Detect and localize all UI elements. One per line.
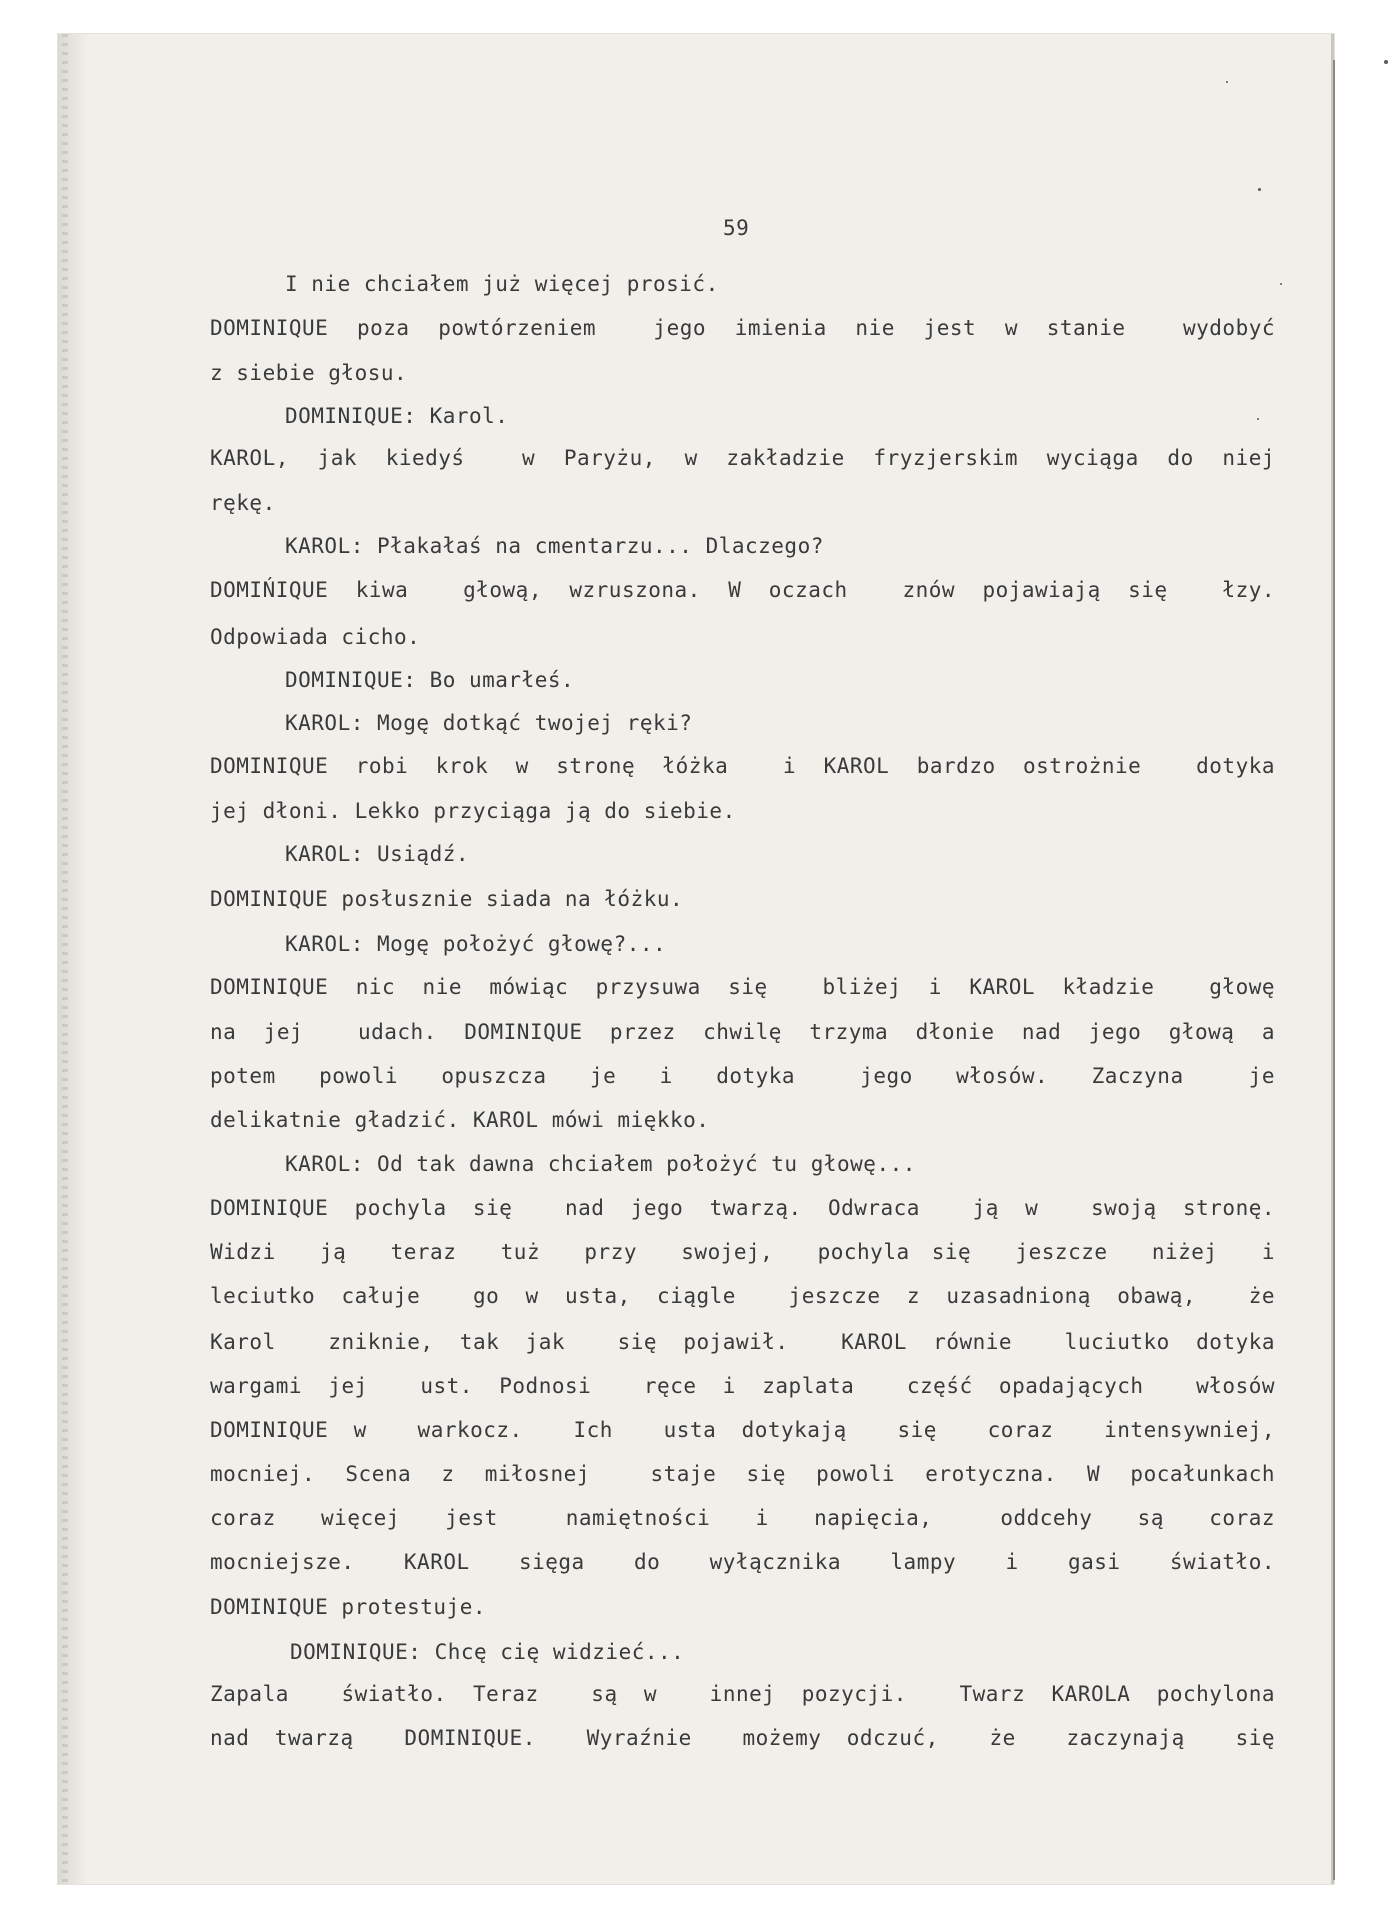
text-line-14: KAROL: Usiądź.	[285, 842, 470, 866]
page-number: 59	[723, 216, 750, 240]
text-line-34: nad twarzą DOMINIQUE. Wyraźnie możemy odczuć, że zaczynają się	[210, 1726, 1275, 1750]
text-line-17: DOMINIQUE nic nie mówiąc przysuwa się bliżej i KAROL kładzie głowę	[210, 975, 1275, 999]
text-line-33: Zapala światło. Teraz są w innej pozycji. Twarz KAROLA pochylona	[210, 1682, 1275, 1706]
text-line-11: KAROL: Mogę dotkąć twojej ręki?	[285, 711, 693, 735]
text-line-22: DOMINIQUE pochyla się nad jego twarzą. Odwraca ją w swoją stronę.	[210, 1196, 1275, 1220]
text-line-2: DOMINIQUE poza powtórzeniem jego imienia nie jest w stanie wydobyć	[210, 316, 1275, 340]
text-line-12: DOMINIQUE robi krok w stronę łóżka i KAROL bardzo ostrożnie dotyka	[210, 754, 1275, 778]
text-line-29: coraz więcej jest namiętności i napięcia, oddcehy są coraz	[210, 1506, 1275, 1530]
text-line-27: DOMINIQUE w warkocz. Ich usta dotykają się coraz intensywniej,	[210, 1418, 1275, 1442]
text-line-21: KAROL: Od tak dawna chciałem położyć tu głowę...	[285, 1152, 916, 1176]
text-line-25: Karol zniknie, tak jak się pojawił. KAROL równie luciutko dotyka	[210, 1330, 1275, 1354]
text-line-13: jej dłoni. Lekko przyciąga ją do siebie.	[210, 799, 736, 823]
text-line-1: I nie chciałem już więcej prosić.	[285, 272, 719, 296]
text-line-19: potem powoli opuszcza je i dotyka jego włosów. Zaczyna je	[210, 1064, 1275, 1088]
text-line-9: Odpowiada cicho.	[210, 625, 421, 649]
text-line-20: delikatnie gładzić. KAROL mówi miękko.	[210, 1108, 710, 1132]
text-line-31: DOMINIQUE protestuje.	[210, 1595, 487, 1619]
text-line-6: rękę.	[210, 491, 276, 515]
text-line-4: DOMINIQUE: Karol.	[285, 404, 509, 428]
text-line-16: KAROL: Mogę położyć głowę?...	[285, 932, 667, 956]
text-line-10: DOMINIQUE: Bo umarłeś.	[285, 668, 575, 692]
text-line-7: KAROL: Płakałaś na cmentarzu... Dlaczego?	[285, 534, 824, 558]
text-line-18: na jej udach. DOMINIQUE przez chwilę trzyma dłonie nad jego głową a	[210, 1020, 1275, 1044]
text-line-5: KAROL, jak kiedyś w Paryżu, w zakładzie fryzjerskim wyciąga do niej	[210, 446, 1275, 470]
text-line-28: mocniej. Scena z miłosnej staje się powoli erotyczna. W pocałunkach	[210, 1462, 1275, 1486]
text-line-8: DOMIŃIQUE kiwa głową, wzruszona. W oczach znów pojawiają się łzy.	[210, 578, 1275, 602]
text-line-23: Widzi ją teraz tuż przy swojej, pochyla się jeszcze niżej i	[210, 1240, 1275, 1264]
text-line-15: DOMINIQUE posłusznie siada na łóżku.	[210, 887, 684, 911]
text-line-26: wargami jej ust. Podnosi ręce i zaplata część opadających włosów	[210, 1374, 1275, 1398]
text-line-24: leciutko całuje go w usta, ciągle jeszcze z uzasadnioną obawą, że	[210, 1284, 1275, 1308]
text-line-30: mocniejsze. KAROL sięga do wyłącznika lampy i gasi światło.	[210, 1550, 1275, 1574]
text-line-3: z siebie głosu.	[210, 361, 408, 385]
text-line-32: DOMINIQUE: Chcę cię widzieć...	[290, 1640, 685, 1664]
